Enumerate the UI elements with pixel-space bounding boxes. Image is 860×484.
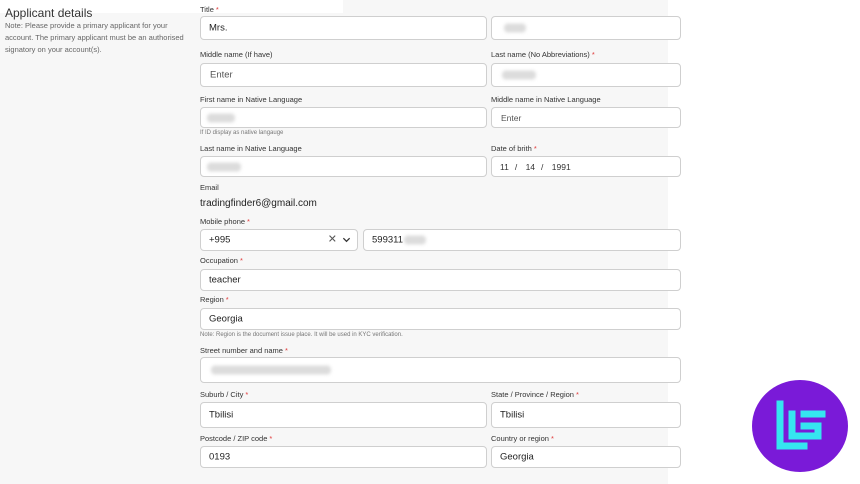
redacted-value [504,24,526,33]
dob-day: 14 [525,161,536,172]
last-name-native-label: Last name in Native Language [200,144,302,153]
section-note: Note: Please provide a primary applicant for your account. The primary applicant must be an authorised signatory on your account(s). [5,21,184,54]
state-value: Tbilisi [500,409,525,421]
phone-number-value: 599311 [372,234,403,246]
redacted-value [404,236,426,245]
postcode-value: 0193 [209,451,231,463]
middle-name-label: Middle name (If have) [200,50,273,59]
state-field[interactable] [491,402,681,428]
dob-value [500,162,577,172]
region-field[interactable] [200,308,681,330]
street-label: Street number and name * [200,346,288,355]
first-name-native-label: First name in Native Language [200,95,303,104]
region-note: Note: Region is the document issue place. It will be used in KYC verification. [200,332,403,338]
dob-separator: / [514,161,518,172]
postcode-field[interactable] [200,446,487,468]
dob-field[interactable] [491,156,681,177]
title-label: Title * [200,5,219,14]
country-label: Country or region * [491,434,554,443]
region-value: Georgia [209,313,243,325]
street-field[interactable] [200,357,681,383]
redacted-value [207,113,235,122]
close-icon[interactable]: ✕ [327,233,337,246]
first-name-native-field[interactable] [200,107,487,128]
dob-label: Date of brith * [491,144,537,153]
mobile-label: Mobile phone * [200,217,250,226]
last-name-field[interactable] [491,63,681,87]
dob-year: 1991 [551,161,571,172]
email-value: tradingfinder6@gmail.com [200,198,317,209]
section-title: Applicant details [5,6,93,20]
occupation-label: Occupation * [200,256,243,265]
middle-name-native-placeholder: Enter [501,112,522,123]
region-label: Region * [200,295,229,304]
occupation-field[interactable] [200,269,681,291]
state-label: State / Province / Region * [491,390,579,399]
native-hint: If ID display as native langauge [200,130,284,136]
country-value: Georgia [500,451,534,463]
chevron-down-icon[interactable] [342,236,351,245]
title-field[interactable] [200,16,487,40]
phone-number-field[interactable] [363,229,681,251]
title-value: Mrs. [209,22,228,34]
last-name-label: Last name (No Abbreviations) * [491,50,595,59]
postcode-label: Postcode / ZIP code * [200,434,273,443]
dob-separator: / [541,161,544,172]
middle-name-native-field[interactable] [491,107,681,128]
redacted-value [207,162,241,171]
country-field[interactable] [491,446,681,468]
email-label: Email [200,183,219,192]
suburb-field[interactable] [200,402,487,428]
middle-name-field[interactable] [200,63,487,87]
redacted-value [211,366,331,375]
suburb-label: Suburb / City * [200,390,249,399]
country-code-value: +995 [209,234,231,246]
redacted-value [502,71,536,80]
occupation-value: teacher [209,274,241,286]
first-name-field[interactable] [491,16,681,40]
brand-logo-icon [752,380,848,472]
suburb-value: Tbilisi [209,409,234,421]
middle-name-placeholder: Enter [210,69,233,81]
middle-name-native-label: Middle name in Native Language [491,95,601,104]
dob-month: 11 [500,161,509,172]
country-code-select[interactable] [200,229,358,251]
last-name-native-field[interactable] [200,156,487,177]
